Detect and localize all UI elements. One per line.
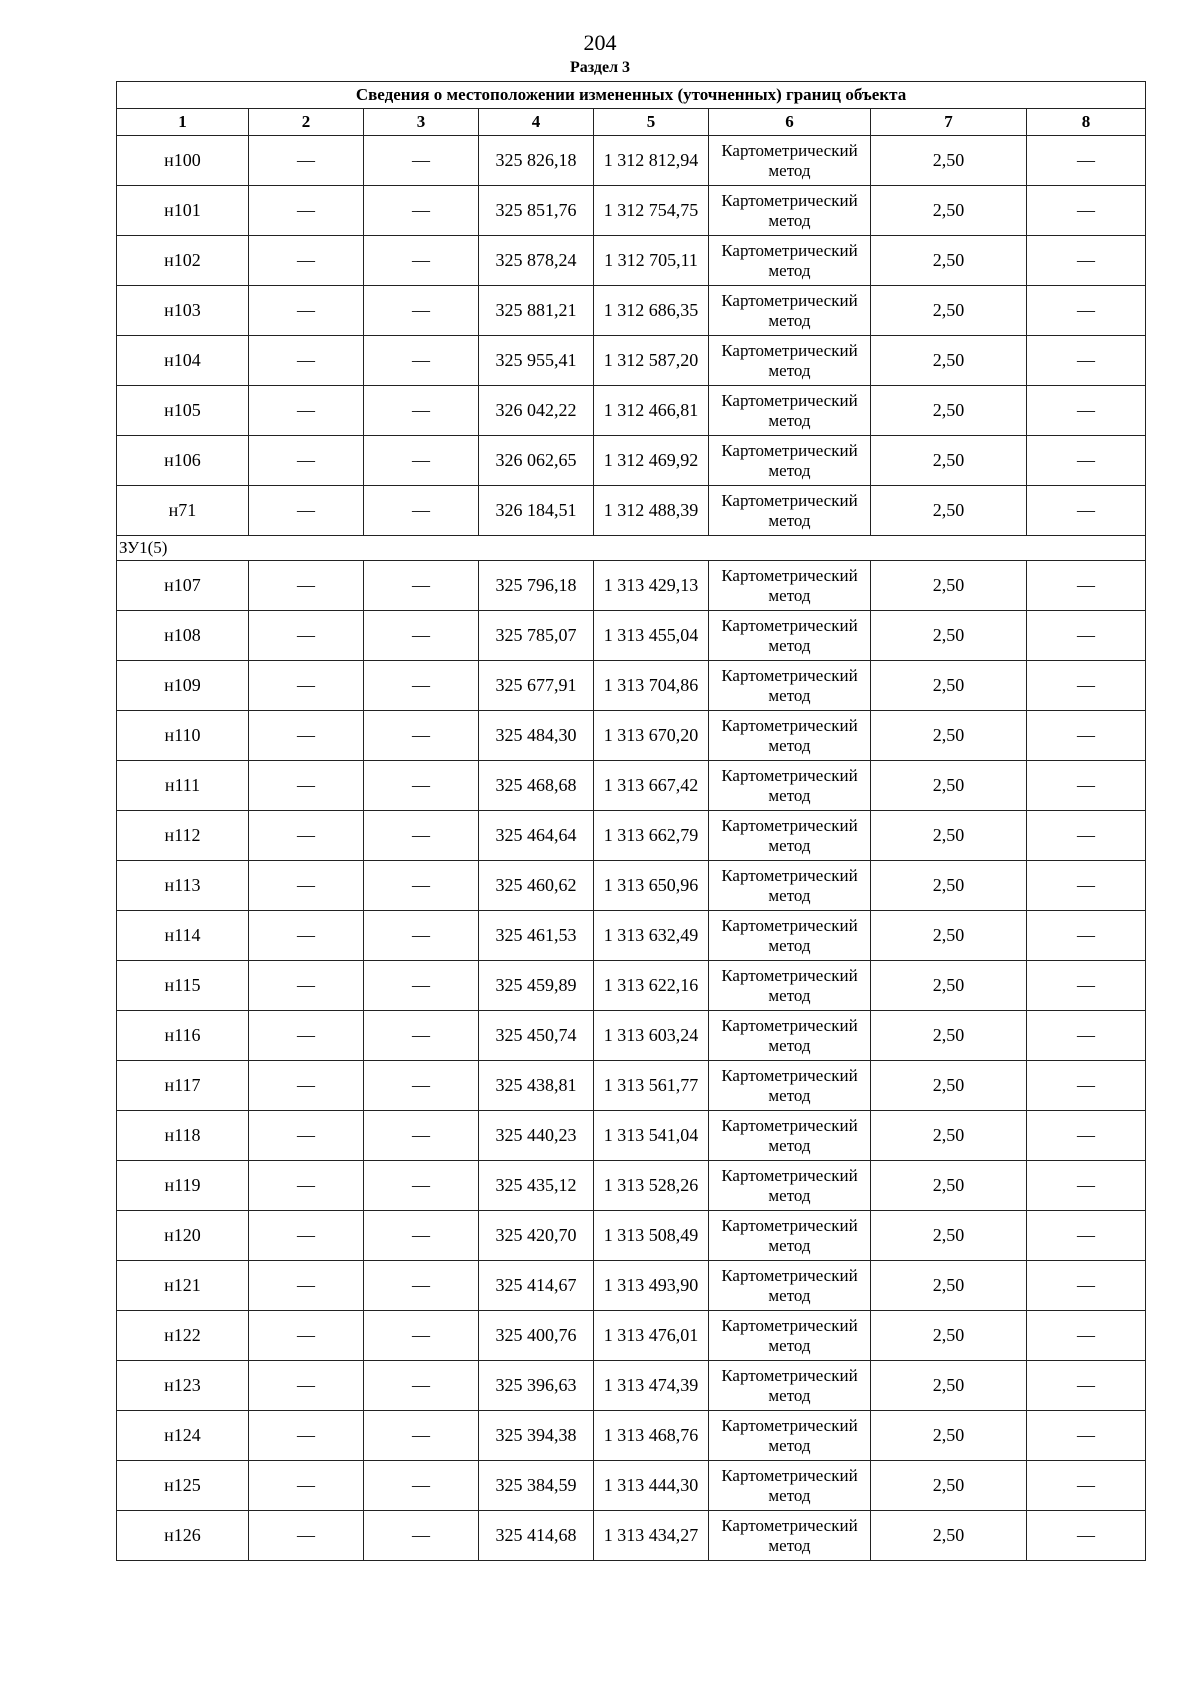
accuracy-cell: 2,50 (871, 236, 1027, 286)
method-cell: Картометрический метод (709, 286, 871, 336)
y-coordinate-cell: 1 313 541,04 (594, 1111, 709, 1161)
dash-cell: — (249, 661, 364, 711)
point-cell: н110 (117, 711, 249, 761)
dash-cell: — (249, 1261, 364, 1311)
point-cell: н105 (117, 386, 249, 436)
y-coordinate-cell: 1 313 704,86 (594, 661, 709, 711)
x-coordinate-cell: 326 062,65 (479, 436, 594, 486)
point-cell: н125 (117, 1461, 249, 1511)
accuracy-cell: 2,50 (871, 286, 1027, 336)
y-coordinate-cell: 1 313 468,76 (594, 1411, 709, 1461)
dash-cell: — (249, 186, 364, 236)
point-cell: н107 (117, 561, 249, 611)
accuracy-cell: 2,50 (871, 336, 1027, 386)
column-header: 3 (364, 109, 479, 136)
dash-cell: — (364, 486, 479, 536)
dash-cell: — (249, 1011, 364, 1061)
y-coordinate-cell: 1 312 587,20 (594, 336, 709, 386)
dash-cell: — (364, 711, 479, 761)
dash-cell: — (249, 811, 364, 861)
x-coordinate-cell: 325 460,62 (479, 861, 594, 911)
table-row (117, 861, 1146, 911)
accuracy-cell: 2,50 (871, 911, 1027, 961)
x-coordinate-cell: 325 796,18 (479, 561, 594, 611)
section-title: Раздел 3 (569, 59, 631, 76)
dash-cell: — (364, 1311, 479, 1361)
dash-cell: — (364, 236, 479, 286)
table-row (117, 1311, 1146, 1361)
y-coordinate-cell: 1 312 705,11 (594, 236, 709, 286)
column-header-row (117, 109, 1146, 136)
table-row (117, 761, 1146, 811)
column-header: 4 (479, 109, 594, 136)
method-cell: Картометрический метод (709, 1461, 871, 1511)
method-cell: Картометрический метод (709, 661, 871, 711)
method-cell: Картометрический метод (709, 1511, 871, 1561)
dash-cell: — (249, 436, 364, 486)
table-row (117, 811, 1146, 861)
x-coordinate-cell: 325 384,59 (479, 1461, 594, 1511)
dash-cell: — (364, 1411, 479, 1461)
dash-cell: — (249, 911, 364, 961)
accuracy-cell: 2,50 (871, 1011, 1027, 1061)
point-cell: н102 (117, 236, 249, 286)
table-row (117, 1111, 1146, 1161)
table-caption: Сведения о местоположении измененных (уточненных) границ объекта (117, 82, 1146, 109)
y-coordinate-cell: 1 313 603,24 (594, 1011, 709, 1061)
dash-cell: — (249, 761, 364, 811)
table-row (117, 1061, 1146, 1111)
dash-cell: — (364, 336, 479, 386)
method-cell: Картометрический метод (709, 611, 871, 661)
table-row (117, 486, 1146, 536)
x-coordinate-cell: 325 396,63 (479, 1361, 594, 1411)
column-header: 5 (594, 109, 709, 136)
accuracy-cell: 2,50 (871, 861, 1027, 911)
table-row (117, 236, 1146, 286)
table-row (117, 186, 1146, 236)
y-coordinate-cell: 1 313 561,77 (594, 1061, 709, 1111)
dash-cell: — (1027, 1161, 1146, 1211)
accuracy-cell: 2,50 (871, 761, 1027, 811)
page-number: 204 (583, 30, 617, 55)
dash-cell: — (249, 1161, 364, 1211)
x-coordinate-cell: 325 785,07 (479, 611, 594, 661)
x-coordinate-cell: 325 851,76 (479, 186, 594, 236)
dash-cell: — (249, 961, 364, 1011)
dash-cell: — (1027, 911, 1146, 961)
accuracy-cell: 2,50 (871, 186, 1027, 236)
dash-cell: — (1027, 1211, 1146, 1261)
x-coordinate-cell: 325 955,41 (479, 336, 594, 386)
point-cell: н118 (117, 1111, 249, 1161)
table-row (117, 1261, 1146, 1311)
method-cell: Картометрический метод (709, 1161, 871, 1211)
dash-cell: — (364, 136, 479, 186)
table-row (117, 711, 1146, 761)
table-row (117, 1361, 1146, 1411)
boundary-coordinates-table (116, 81, 1146, 1561)
accuracy-cell: 2,50 (871, 561, 1027, 611)
dash-cell: — (1027, 336, 1146, 386)
method-cell: Картометрический метод (709, 1011, 871, 1061)
method-cell: Картометрический метод (709, 1411, 871, 1461)
method-cell: Картометрический метод (709, 336, 871, 386)
accuracy-cell: 2,50 (871, 386, 1027, 436)
dash-cell: — (249, 286, 364, 336)
point-cell: н126 (117, 1511, 249, 1561)
point-cell: н103 (117, 286, 249, 336)
x-coordinate-cell: 325 435,12 (479, 1161, 594, 1211)
table-row (117, 911, 1146, 961)
y-coordinate-cell: 1 313 622,16 (594, 961, 709, 1011)
dash-cell: — (364, 186, 479, 236)
method-cell: Картометрический метод (709, 1061, 871, 1111)
point-cell: н116 (117, 1011, 249, 1061)
table-row (117, 136, 1146, 186)
point-cell: н115 (117, 961, 249, 1011)
dash-cell: — (249, 1361, 364, 1411)
table-row (117, 611, 1146, 661)
y-coordinate-cell: 1 313 662,79 (594, 811, 709, 861)
table-body-group-1 (117, 136, 1146, 536)
dash-cell: — (364, 1511, 479, 1561)
accuracy-cell: 2,50 (871, 136, 1027, 186)
table-row (117, 286, 1146, 336)
dash-cell: — (1027, 1011, 1146, 1061)
dash-cell: — (1027, 486, 1146, 536)
point-cell: н109 (117, 661, 249, 711)
accuracy-cell: 2,50 (871, 1311, 1027, 1361)
accuracy-cell: 2,50 (871, 661, 1027, 711)
table-row (117, 1011, 1146, 1061)
dash-cell: — (1027, 1461, 1146, 1511)
x-coordinate-cell: 325 461,53 (479, 911, 594, 961)
dash-cell: — (364, 1211, 479, 1261)
y-coordinate-cell: 1 313 474,39 (594, 1361, 709, 1411)
accuracy-cell: 2,50 (871, 1261, 1027, 1311)
y-coordinate-cell: 1 312 488,39 (594, 486, 709, 536)
y-coordinate-cell: 1 313 670,20 (594, 711, 709, 761)
method-cell: Картометрический метод (709, 561, 871, 611)
dash-cell: — (364, 1461, 479, 1511)
y-coordinate-cell: 1 312 469,92 (594, 436, 709, 486)
point-cell: н112 (117, 811, 249, 861)
point-cell: н114 (117, 911, 249, 961)
y-coordinate-cell: 1 313 429,13 (594, 561, 709, 611)
column-header: 7 (871, 109, 1027, 136)
dash-cell: — (249, 1111, 364, 1161)
x-coordinate-cell: 325 464,64 (479, 811, 594, 861)
dash-cell: — (364, 661, 479, 711)
table-row (117, 661, 1146, 711)
table-row (117, 336, 1146, 386)
dash-cell: — (1027, 761, 1146, 811)
column-header: 1 (117, 109, 249, 136)
method-cell: Картометрический метод (709, 911, 871, 961)
x-coordinate-cell: 325 881,21 (479, 286, 594, 336)
point-cell: н111 (117, 761, 249, 811)
y-coordinate-cell: 1 313 493,90 (594, 1261, 709, 1311)
dash-cell: — (249, 1061, 364, 1111)
dash-cell: — (364, 286, 479, 336)
method-cell: Картометрический метод (709, 1261, 871, 1311)
y-coordinate-cell: 1 313 528,26 (594, 1161, 709, 1211)
dash-cell: — (364, 1011, 479, 1061)
y-coordinate-cell: 1 313 434,27 (594, 1511, 709, 1561)
group-label: ЗУ1(5) (117, 536, 1146, 561)
dash-cell: — (1027, 286, 1146, 336)
point-cell: н124 (117, 1411, 249, 1461)
method-cell: Картометрический метод (709, 1311, 871, 1361)
accuracy-cell: 2,50 (871, 961, 1027, 1011)
y-coordinate-cell: 1 313 444,30 (594, 1461, 709, 1511)
method-cell: Картометрический метод (709, 136, 871, 186)
dash-cell: — (1027, 1111, 1146, 1161)
dash-cell: — (1027, 236, 1146, 286)
x-coordinate-cell: 325 420,70 (479, 1211, 594, 1261)
accuracy-cell: 2,50 (871, 1361, 1027, 1411)
dash-cell: — (1027, 1511, 1146, 1561)
accuracy-cell: 2,50 (871, 1161, 1027, 1211)
method-cell: Картометрический метод (709, 386, 871, 436)
accuracy-cell: 2,50 (871, 1111, 1027, 1161)
x-coordinate-cell: 325 878,24 (479, 236, 594, 286)
accuracy-cell: 2,50 (871, 611, 1027, 661)
accuracy-cell: 2,50 (871, 1211, 1027, 1261)
dash-cell: — (364, 811, 479, 861)
dash-cell: — (249, 336, 364, 386)
x-coordinate-cell: 325 450,74 (479, 1011, 594, 1061)
point-cell: н117 (117, 1061, 249, 1111)
dash-cell: — (249, 136, 364, 186)
y-coordinate-cell: 1 313 455,04 (594, 611, 709, 661)
dash-cell: — (249, 561, 364, 611)
method-cell: Картометрический метод (709, 436, 871, 486)
point-cell: н108 (117, 611, 249, 661)
dash-cell: — (1027, 961, 1146, 1011)
table-row (117, 1461, 1146, 1511)
dash-cell: — (364, 961, 479, 1011)
method-cell: Картометрический метод (709, 811, 871, 861)
y-coordinate-cell: 1 313 650,96 (594, 861, 709, 911)
point-cell: н71 (117, 486, 249, 536)
x-coordinate-cell: 325 677,91 (479, 661, 594, 711)
dash-cell: — (249, 711, 364, 761)
table-row (117, 1211, 1146, 1261)
point-cell: н101 (117, 186, 249, 236)
column-header: 6 (709, 109, 871, 136)
column-header: 8 (1027, 109, 1146, 136)
y-coordinate-cell: 1 313 508,49 (594, 1211, 709, 1261)
dash-cell: — (1027, 136, 1146, 186)
x-coordinate-cell: 326 184,51 (479, 486, 594, 536)
point-cell: н119 (117, 1161, 249, 1211)
dash-cell: — (1027, 811, 1146, 861)
dash-cell: — (249, 1311, 364, 1361)
dash-cell: — (364, 1111, 479, 1161)
dash-cell: — (364, 861, 479, 911)
x-coordinate-cell: 325 468,68 (479, 761, 594, 811)
column-header: 2 (249, 109, 364, 136)
dash-cell: — (1027, 1411, 1146, 1461)
dash-cell: — (249, 611, 364, 661)
table-row (117, 961, 1146, 1011)
accuracy-cell: 2,50 (871, 1061, 1027, 1111)
method-cell: Картометрический метод (709, 1211, 871, 1261)
point-cell: н122 (117, 1311, 249, 1361)
table-row (117, 1411, 1146, 1461)
x-coordinate-cell: 325 440,23 (479, 1111, 594, 1161)
dash-cell: — (249, 1411, 364, 1461)
table-row (117, 1161, 1146, 1211)
dash-cell: — (364, 1361, 479, 1411)
dash-cell: — (249, 386, 364, 436)
method-cell: Картометрический метод (709, 236, 871, 286)
dash-cell: — (364, 436, 479, 486)
method-cell: Картометрический метод (709, 486, 871, 536)
point-cell: н106 (117, 436, 249, 486)
x-coordinate-cell: 325 400,76 (479, 1311, 594, 1361)
dash-cell: — (364, 911, 479, 961)
x-coordinate-cell: 325 414,68 (479, 1511, 594, 1561)
table-row (117, 561, 1146, 611)
y-coordinate-cell: 1 313 667,42 (594, 761, 709, 811)
accuracy-cell: 2,50 (871, 811, 1027, 861)
table-body-group-label (117, 536, 1146, 561)
method-cell: Картометрический метод (709, 861, 871, 911)
point-cell: н123 (117, 1361, 249, 1411)
method-cell: Картометрический метод (709, 1111, 871, 1161)
accuracy-cell: 2,50 (871, 1511, 1027, 1561)
y-coordinate-cell: 1 312 812,94 (594, 136, 709, 186)
dash-cell: — (1027, 436, 1146, 486)
dash-cell: — (364, 611, 479, 661)
method-cell: Картометрический метод (709, 186, 871, 236)
accuracy-cell: 2,50 (871, 1411, 1027, 1461)
method-cell: Картометрический метод (709, 1361, 871, 1411)
accuracy-cell: 2,50 (871, 1461, 1027, 1511)
dash-cell: — (249, 1211, 364, 1261)
dash-cell: — (364, 386, 479, 436)
dash-cell: — (249, 1511, 364, 1561)
y-coordinate-cell: 1 313 632,49 (594, 911, 709, 961)
accuracy-cell: 2,50 (871, 486, 1027, 536)
dash-cell: — (364, 1061, 479, 1111)
dash-cell: — (249, 1461, 364, 1511)
accuracy-cell: 2,50 (871, 436, 1027, 486)
dash-cell: — (1027, 561, 1146, 611)
dash-cell: — (1027, 711, 1146, 761)
dash-cell: — (1027, 661, 1146, 711)
point-cell: н113 (117, 861, 249, 911)
dash-cell: — (249, 236, 364, 286)
x-coordinate-cell: 325 459,89 (479, 961, 594, 1011)
point-cell: н104 (117, 336, 249, 386)
dash-cell: — (364, 1161, 479, 1211)
x-coordinate-cell: 325 484,30 (479, 711, 594, 761)
dash-cell: — (364, 561, 479, 611)
method-cell: Картометрический метод (709, 711, 871, 761)
y-coordinate-cell: 1 312 686,35 (594, 286, 709, 336)
accuracy-cell: 2,50 (871, 711, 1027, 761)
dash-cell: — (249, 486, 364, 536)
dash-cell: — (249, 861, 364, 911)
dash-cell: — (364, 1261, 479, 1311)
dash-cell: — (1027, 1361, 1146, 1411)
method-cell: Картометрический метод (709, 761, 871, 811)
table-body-group-2 (117, 561, 1146, 1561)
table-row (117, 386, 1146, 436)
x-coordinate-cell: 325 826,18 (479, 136, 594, 186)
y-coordinate-cell: 1 312 754,75 (594, 186, 709, 236)
dash-cell: — (1027, 861, 1146, 911)
y-coordinate-cell: 1 312 466,81 (594, 386, 709, 436)
method-cell: Картометрический метод (709, 961, 871, 1011)
dash-cell: — (1027, 1261, 1146, 1311)
x-coordinate-cell: 325 414,67 (479, 1261, 594, 1311)
dash-cell: — (1027, 611, 1146, 661)
dash-cell: — (1027, 1311, 1146, 1361)
dash-cell: — (1027, 1061, 1146, 1111)
point-cell: н100 (117, 136, 249, 186)
table-row (117, 436, 1146, 486)
dash-cell: — (1027, 186, 1146, 236)
x-coordinate-cell: 325 394,38 (479, 1411, 594, 1461)
point-cell: н120 (117, 1211, 249, 1261)
x-coordinate-cell: 326 042,22 (479, 386, 594, 436)
x-coordinate-cell: 325 438,81 (479, 1061, 594, 1111)
dash-cell: — (364, 761, 479, 811)
point-cell: н121 (117, 1261, 249, 1311)
table-row (117, 1511, 1146, 1561)
y-coordinate-cell: 1 313 476,01 (594, 1311, 709, 1361)
dash-cell: — (1027, 386, 1146, 436)
